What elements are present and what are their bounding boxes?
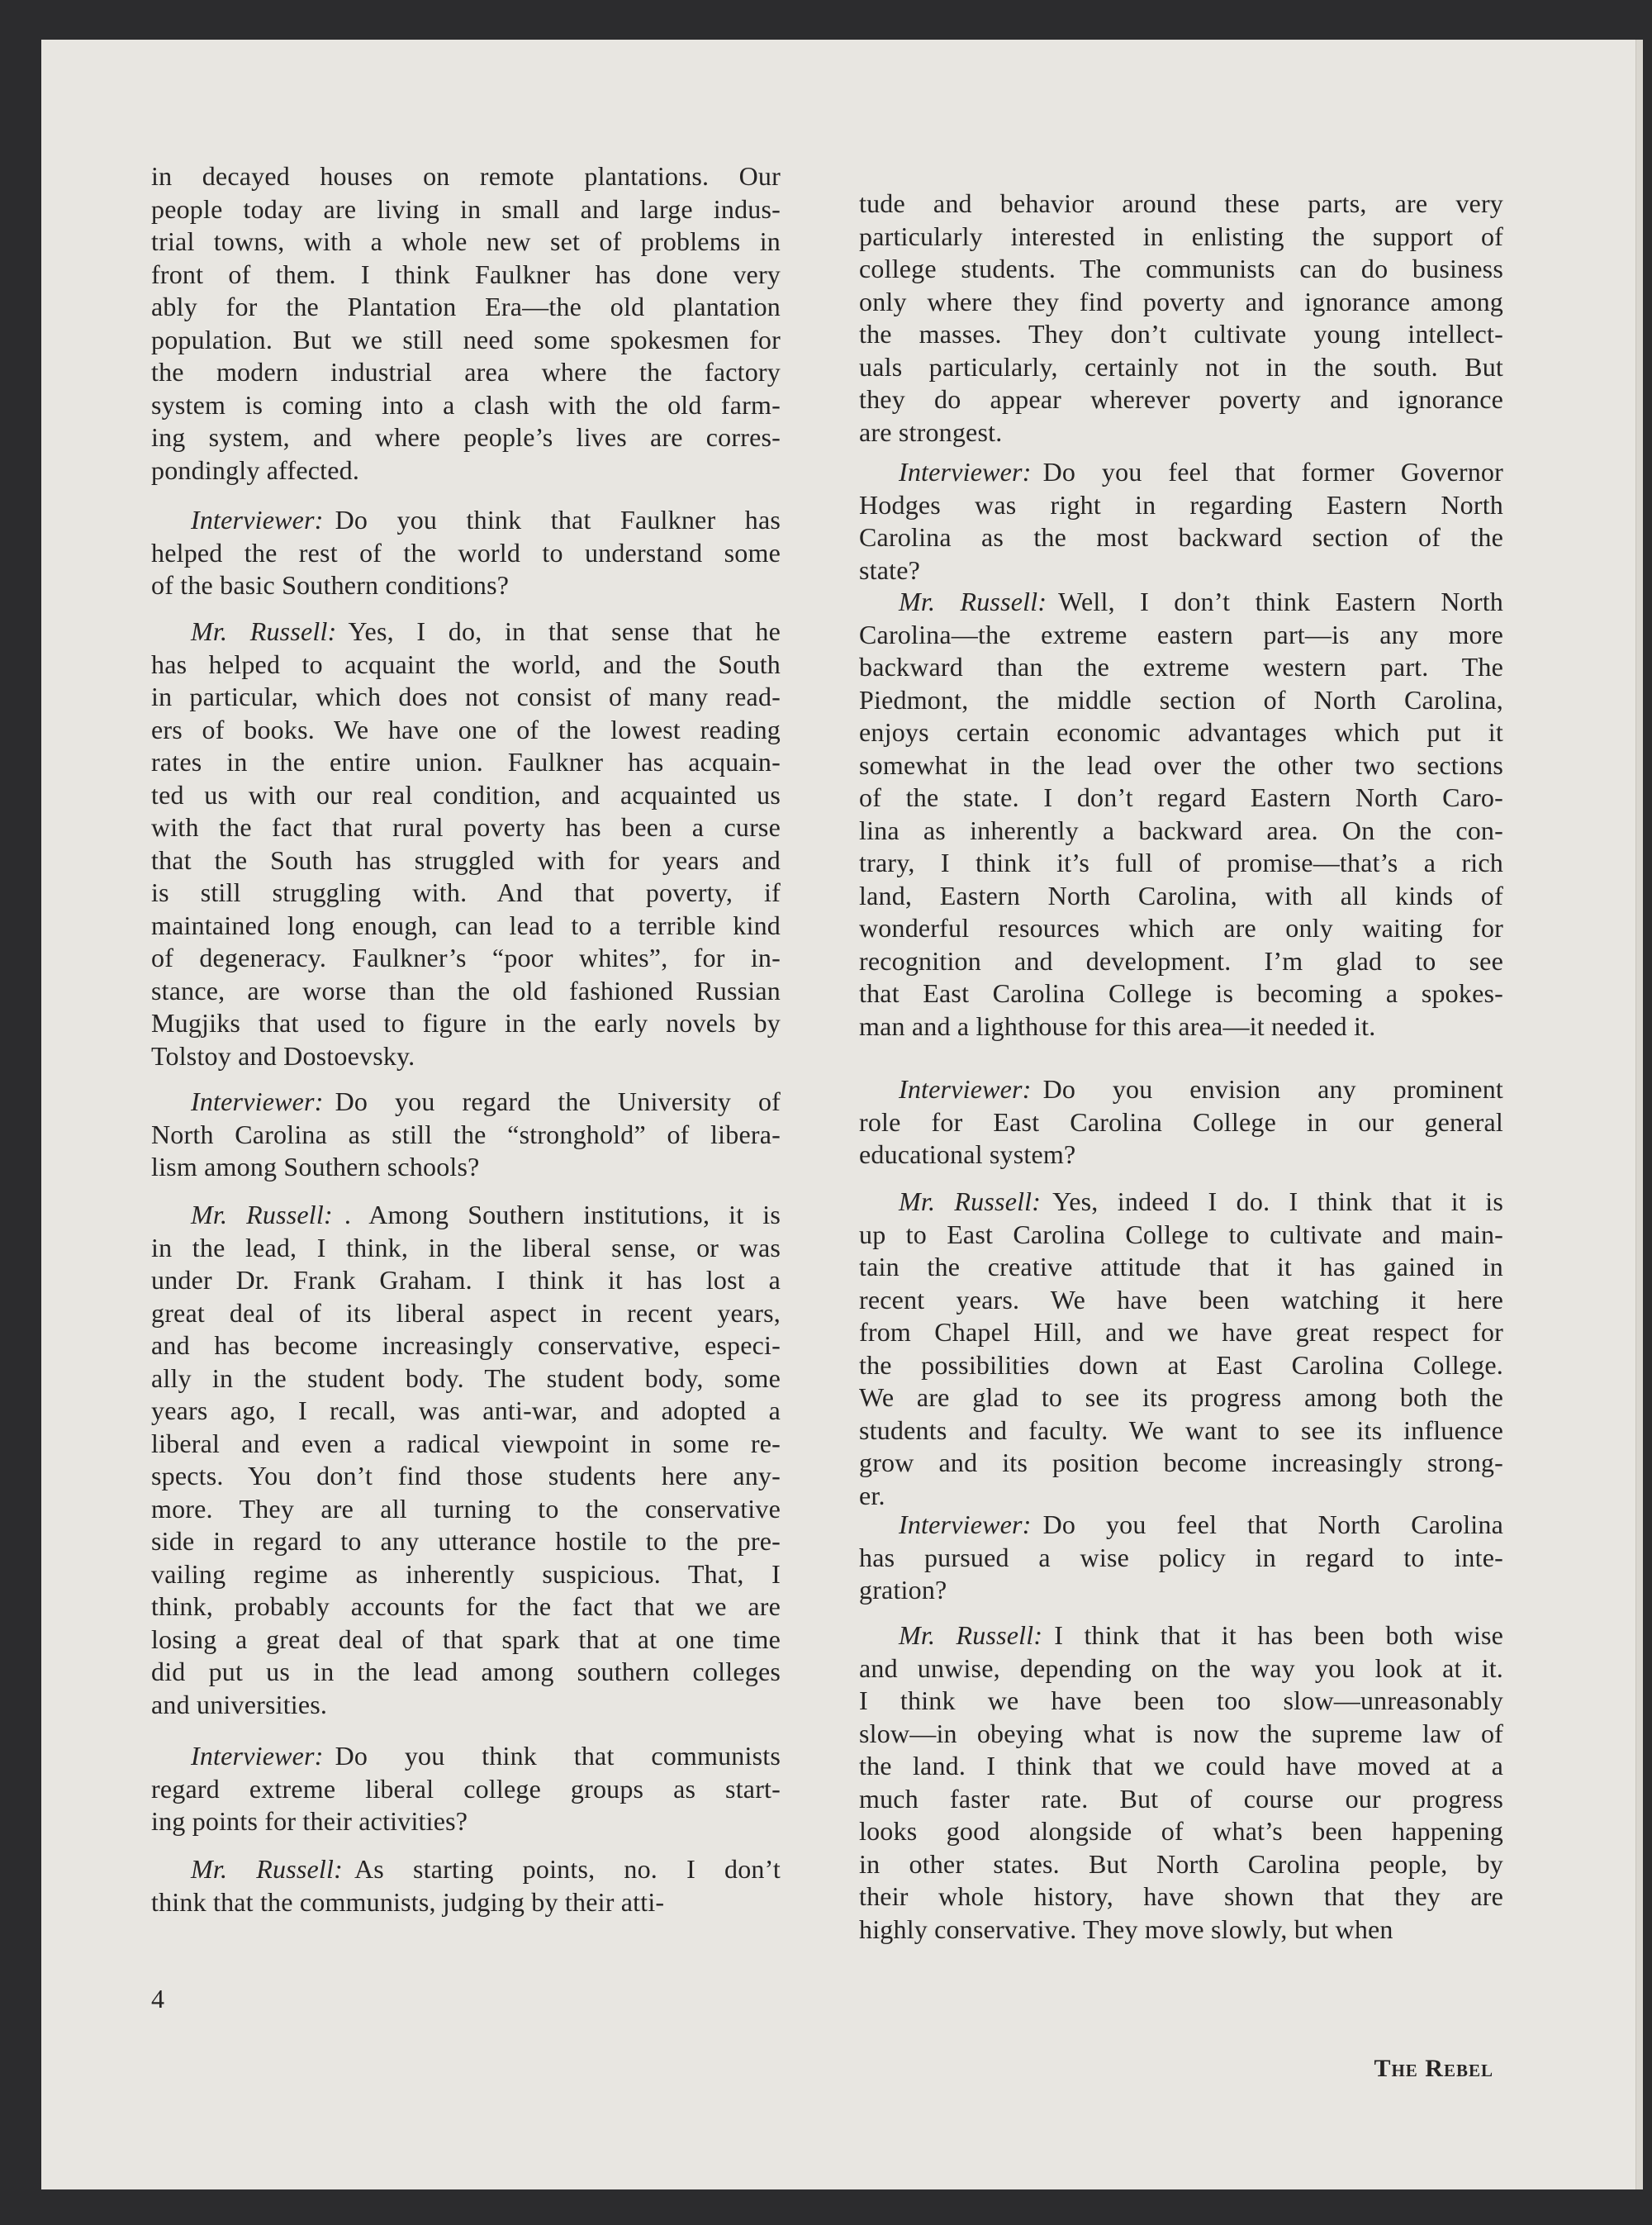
text-line <box>859 1542 1503 1575</box>
text-line <box>859 1574 1503 1607</box>
text-line <box>859 651 1503 684</box>
line-text: great deal of its liberal aspect in recent years, <box>151 1297 781 1328</box>
line-text: the land. I think that we could have moved at a <box>859 1751 1503 1780</box>
text-line <box>859 1750 1503 1783</box>
line-text: Carolina—the extreme eastern part—is any more <box>859 619 1503 649</box>
page-edge <box>1635 40 1643 2189</box>
dialogue-paragraph <box>859 586 1503 1043</box>
line-text: of the state. I don’t regard Eastern North Caro- <box>859 782 1503 812</box>
text-line <box>151 746 781 779</box>
text-line <box>859 1914 1503 1947</box>
text-line <box>859 749 1503 782</box>
text-line <box>151 877 781 910</box>
text-line <box>859 1685 1503 1718</box>
text-line <box>859 1509 1503 1542</box>
speaker-label: Mr. Russell: <box>899 1186 1042 1216</box>
line-text: educational system? <box>859 1139 1076 1169</box>
line-text: I think we have been too slow—unreasonably <box>859 1685 1503 1715</box>
text-line <box>151 681 781 714</box>
text-line <box>859 416 1503 449</box>
text-line <box>151 504 781 537</box>
line-text: I think that it has been both wise <box>1054 1620 1503 1650</box>
dialogue-paragraph <box>859 1073 1503 1172</box>
text-line <box>151 714 781 747</box>
text-line <box>859 456 1503 489</box>
line-text: has helped to acquaint the world, and the South <box>151 649 781 679</box>
speaker-label: Interviewer: <box>899 1074 1032 1104</box>
speaker-label: Interviewer: <box>899 1509 1032 1539</box>
text-line <box>859 782 1503 815</box>
line-text: in particular, which does not consist of many read- <box>151 682 781 711</box>
text-line <box>151 1199 781 1232</box>
line-text: and has become increasingly conservative, especi- <box>151 1330 781 1360</box>
line-text: in decayed houses on remote plantations. Our <box>151 161 781 191</box>
text-line <box>859 619 1503 652</box>
text-line <box>151 1329 781 1362</box>
text-line <box>151 324 781 357</box>
line-text: of the basic Southern conditions? <box>151 570 510 600</box>
line-text: regard extreme liberal college groups as start- <box>151 1773 781 1804</box>
text-line <box>859 1010 1503 1044</box>
line-text: North Carolina as still the “stronghold” of libera- <box>151 1119 781 1149</box>
line-text: is still struggling with. And that poverty, if <box>151 877 781 907</box>
line-text: up to East Carolina College to cultivate and main- <box>859 1219 1503 1249</box>
text-line <box>859 1284 1503 1317</box>
text-line <box>151 1740 781 1773</box>
line-text: side in regard to any utterance hostile to the pre- <box>151 1526 781 1556</box>
line-text: in the lead, I think, in the liberal sense, or was <box>151 1232 781 1262</box>
line-text: ers of books. We have one of the lowest reading <box>151 714 781 744</box>
text-line <box>859 1106 1503 1139</box>
line-text: rates in the entire union. Faulkner has acquain- <box>151 747 781 777</box>
text-line <box>859 188 1503 221</box>
text-line <box>859 286 1503 319</box>
line-text: land, Eastern North Carolina, with all kinds of <box>859 880 1503 910</box>
text-line <box>151 1119 781 1152</box>
text-line <box>151 1689 781 1722</box>
text-line <box>859 1815 1503 1848</box>
line-text: front of them. I think Faulkner has done very <box>151 259 781 289</box>
line-text: somewhat in the lead over the other two sections <box>859 749 1503 780</box>
text-line <box>859 521 1503 554</box>
line-text: As starting points, no. I don’t <box>354 1854 781 1884</box>
text-line <box>151 649 781 682</box>
dialogue-paragraph <box>151 504 781 602</box>
text-line <box>859 1349 1503 1382</box>
text-line <box>859 221 1503 254</box>
line-text: ing system, and where people’s lives are corres- <box>151 422 781 452</box>
text-line <box>859 489 1503 522</box>
text-line <box>151 616 781 649</box>
text-line <box>151 356 781 389</box>
text-line <box>859 554 1503 587</box>
line-text: and unwise, depending on the way you look at it. <box>859 1652 1503 1683</box>
line-text: liberal and even a radical viewpoint in some re- <box>151 1428 781 1458</box>
text-line <box>151 537 781 570</box>
text-line <box>151 975 781 1008</box>
text-line <box>151 421 781 454</box>
speaker-label: Mr. Russell: <box>899 1620 1043 1650</box>
text-paragraph <box>859 188 1503 449</box>
speaker-label: Interviewer: <box>191 1086 324 1116</box>
text-line <box>859 318 1503 351</box>
line-text: spects. You don’t find those students here any- <box>151 1461 781 1490</box>
text-line <box>151 1773 781 1806</box>
line-text: Do you think that communists <box>335 1741 781 1771</box>
text-line <box>859 253 1503 286</box>
line-text: only where they find poverty and ignorance among <box>859 286 1503 316</box>
line-text: tude and behavior around these parts, are very <box>859 188 1503 218</box>
line-text: role for East Carolina College in our general <box>859 1106 1503 1137</box>
line-text: Carolina as the most backward section of the <box>859 522 1503 552</box>
text-paragraph <box>151 160 781 487</box>
text-line <box>859 351 1503 384</box>
running-title: The Rebel <box>1374 2055 1493 2082</box>
text-line <box>859 1652 1503 1685</box>
text-line <box>151 454 781 487</box>
line-text: much faster rate. But of course our progress <box>859 1783 1503 1814</box>
text-line <box>859 1783 1503 1816</box>
text-line <box>151 291 781 324</box>
line-text: of degeneracy. Faulkner’s “poor whites”, for in- <box>151 943 781 972</box>
line-text: Hodges was right in regarding Eastern North <box>859 489 1503 520</box>
text-line <box>859 1219 1503 1252</box>
text-line <box>151 1007 781 1040</box>
text-line <box>859 912 1503 945</box>
dialogue-paragraph <box>151 616 781 1072</box>
line-text: Well, I don’t think Eastern North <box>1058 587 1503 616</box>
text-line <box>151 1590 781 1624</box>
line-text: particularly interested in enlisting the support of <box>859 221 1503 251</box>
line-text: the modern industrial area where the factory <box>151 357 781 387</box>
line-text: highly conservative. They move slowly, but when <box>859 1914 1393 1944</box>
text-line <box>151 1040 781 1073</box>
line-text: trial towns, with a whole new set of problems in <box>151 226 781 256</box>
line-text: Piedmont, the middle section of North Carolina, <box>859 684 1503 715</box>
text-line <box>151 160 781 193</box>
text-line <box>151 1525 781 1558</box>
text-line <box>151 1805 781 1838</box>
text-line <box>151 942 781 975</box>
line-text: and universities. <box>151 1689 328 1719</box>
text-line <box>859 1186 1503 1219</box>
line-text: college students. The communists can do business <box>859 254 1503 283</box>
line-text: did put us in the lead among southern colleges <box>151 1657 781 1686</box>
line-text: recognition and development. I’m glad to see <box>859 945 1503 976</box>
line-text: think that the communists, judging by their atti- <box>151 1886 665 1917</box>
line-text: more. They are all turning to the conservative <box>151 1493 781 1524</box>
line-text: under Dr. Frank Graham. I think it has lost a <box>151 1265 781 1295</box>
line-text: lina as inherently a backward area. On the con- <box>859 815 1503 845</box>
text-line <box>151 1232 781 1265</box>
line-text: Yes, indeed I do. I think that it is <box>1052 1186 1504 1216</box>
line-text: gration? <box>859 1575 947 1605</box>
text-line <box>151 779 781 812</box>
line-text: are strongest. <box>859 416 1003 447</box>
line-text: their whole history, have shown that they are <box>859 1881 1503 1911</box>
speaker-label: Interviewer: <box>191 1741 324 1771</box>
line-text: years ago, I recall, was anti-war, and adopted a <box>151 1395 781 1425</box>
text-line <box>151 1853 781 1886</box>
line-text: they do appear wherever poverty and ignorance <box>859 384 1503 414</box>
line-text: Do you think that Faulkner has <box>335 505 781 535</box>
line-text: enjoys certain economic advantages which put it <box>859 717 1503 747</box>
line-text: students and faculty. We want to see its influence <box>859 1414 1503 1445</box>
text-line <box>859 977 1503 1010</box>
line-text: grow and its position become increasingly strong- <box>859 1448 1503 1477</box>
line-text: the masses. They don’t cultivate young intellect- <box>859 319 1503 349</box>
text-line <box>151 1428 781 1461</box>
dialogue-paragraph <box>859 456 1503 587</box>
text-line <box>859 1447 1503 1480</box>
text-line <box>859 1414 1503 1448</box>
text-line <box>151 389 781 422</box>
text-line <box>859 383 1503 416</box>
text-line <box>859 1718 1503 1751</box>
line-text: man and a lighthouse for this area—it needed it. <box>859 1010 1376 1041</box>
text-line <box>151 1086 781 1119</box>
speaker-label: Interviewer: <box>191 505 324 535</box>
line-text: Yes, I do, in that sense that he <box>348 616 781 646</box>
speaker-label: Mr. Russell: <box>899 587 1047 616</box>
text-line <box>151 1297 781 1330</box>
text-line <box>859 1073 1503 1106</box>
line-text: ally in the student body. The student body, some <box>151 1362 781 1393</box>
line-text: er. <box>859 1480 885 1510</box>
text-line <box>859 847 1503 880</box>
line-text: people today are living in small and large indus- <box>151 193 781 224</box>
line-text: stance, are worse than the old fashioned Russian <box>151 975 781 1006</box>
text-line <box>859 684 1503 717</box>
text-line <box>151 811 781 844</box>
text-line <box>151 844 781 877</box>
text-line <box>151 1264 781 1297</box>
line-text: Do you feel that North Carolina <box>1042 1509 1503 1539</box>
text-line <box>151 259 781 292</box>
text-line <box>151 193 781 226</box>
line-text: lism among Southern schools? <box>151 1152 480 1181</box>
text-line <box>151 1886 781 1919</box>
line-text: trary, I think it’s full of promise—that’s a rich <box>859 848 1503 877</box>
line-text: We are glad to see its progress among both the <box>859 1382 1503 1412</box>
line-text: recent years. We have been watching it here <box>859 1284 1503 1315</box>
speaker-label: Interviewer: <box>899 457 1032 487</box>
line-text: that the South has struggled with for years and <box>151 844 781 875</box>
text-line <box>151 1656 781 1689</box>
text-line <box>859 1381 1503 1414</box>
page-number: 4 <box>151 1984 164 2013</box>
line-text: has pursued a wise policy in regard to inte- <box>859 1542 1503 1572</box>
line-text: backward than the extreme western part. The <box>859 652 1503 682</box>
line-text: Do you regard the University of <box>335 1086 781 1116</box>
text-line <box>151 1460 781 1493</box>
text-line <box>151 226 781 259</box>
line-text: . Among Southern institutions, it is <box>344 1200 781 1229</box>
dialogue-paragraph <box>859 1509 1503 1607</box>
dialogue-paragraph <box>151 1740 781 1838</box>
line-text: vailing regime as inherently suspicious. That, I <box>151 1558 781 1589</box>
text-line <box>151 910 781 943</box>
line-text: Do you envision any prominent <box>1042 1074 1503 1104</box>
text-line <box>859 1619 1503 1652</box>
line-text: state? <box>859 554 921 585</box>
text-line <box>859 945 1503 978</box>
line-text: Mugjiks that used to figure in the early novels by <box>151 1008 781 1038</box>
line-text: slow—in obeying what is now the supreme law of <box>859 1718 1503 1748</box>
line-text: tain the creative attitude that it has gained in <box>859 1252 1503 1281</box>
line-text: losing a great deal of that spark that at one time <box>151 1624 781 1654</box>
speaker-label: Mr. Russell: <box>191 616 337 646</box>
line-text: Do you feel that former Governor <box>1042 457 1503 487</box>
line-text: maintained long enough, can lead to a terrible kind <box>151 910 781 940</box>
line-text: with the fact that rural poverty has been a curse <box>151 812 781 842</box>
text-line <box>859 1480 1503 1513</box>
text-line <box>859 1880 1503 1914</box>
text-line <box>859 1251 1503 1284</box>
text-line <box>859 815 1503 848</box>
line-text: Tolstoy and Dostoevsky. <box>151 1040 415 1071</box>
line-text: from Chapel Hill, and we have great respect for <box>859 1317 1503 1347</box>
text-line <box>151 1558 781 1591</box>
text-line <box>859 586 1503 619</box>
text-line <box>151 569 781 602</box>
line-text: the possibilities down at East Carolina College. <box>859 1349 1503 1380</box>
text-line <box>859 1316 1503 1349</box>
line-text: population. But we still need some spokesmen for <box>151 324 781 354</box>
line-text: pondingly affected. <box>151 454 360 485</box>
text-line <box>859 1139 1503 1172</box>
line-text: in other states. But North Carolina people, by <box>859 1848 1503 1879</box>
text-line <box>151 1624 781 1657</box>
speaker-label: Mr. Russell: <box>191 1200 333 1229</box>
line-text: uals particularly, certainly not in the south. But <box>859 351 1503 382</box>
speaker-label: Mr. Russell: <box>191 1854 343 1884</box>
text-line <box>151 1362 781 1395</box>
text-line <box>859 716 1503 749</box>
line-text: looks good alongside of what’s been happening <box>859 1816 1503 1846</box>
text-line <box>859 1848 1503 1881</box>
dialogue-paragraph <box>151 1199 781 1721</box>
text-line <box>151 1395 781 1428</box>
line-text: helped the rest of the world to understand some <box>151 537 781 568</box>
text-line <box>151 1493 781 1526</box>
line-text: think, probably accounts for the fact that we are <box>151 1591 781 1621</box>
text-line <box>151 1151 781 1184</box>
line-text: ted us with our real condition, and acquainted us <box>151 779 781 810</box>
text-line <box>859 880 1503 913</box>
line-text: ing points for their activities? <box>151 1806 468 1836</box>
dialogue-paragraph <box>859 1619 1503 1946</box>
line-text: that East Carolina College is becoming a spokes- <box>859 978 1503 1008</box>
dialogue-paragraph <box>151 1853 781 1918</box>
line-text: system is coming into a clash with the old farm- <box>151 389 781 420</box>
line-text: wonderful resources which are only waiting for <box>859 913 1503 943</box>
dialogue-paragraph <box>151 1086 781 1184</box>
line-text: ably for the Plantation Era—the old plantation <box>151 292 781 321</box>
dialogue-paragraph <box>859 1186 1503 1512</box>
